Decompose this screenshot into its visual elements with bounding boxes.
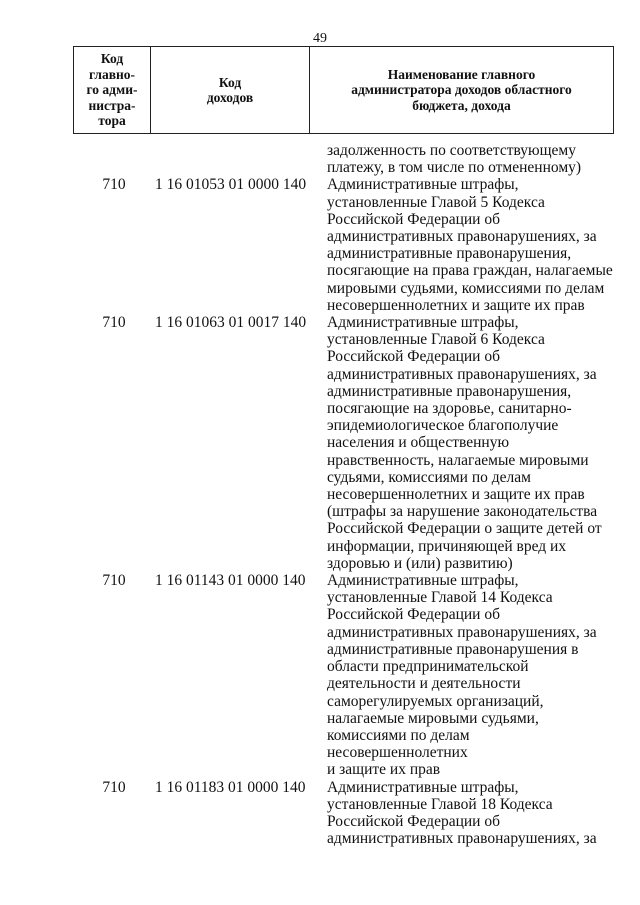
header-revenue-code: Код доходов [151,47,310,133]
revenue-code: 1 16 01143 01 0000 140 [155,572,306,590]
revenue-name: Административные штрафы, установленные Главой 5 Кодекса Российской Федерации об административных правонарушениях, за административные правонарушения, посягающие на права граждан, налагаемые мировыми судьями, комиссиями по делам несовершеннолетних и защите их прав [327,176,613,314]
page-number: 49 [313,31,327,46]
revenue-name: Административные штрафы, установленные Главой 14 Кодекса Российской Федерации об административных правонарушениях, за административные правонарушения в области предпринимательской деятельности и деятельности саморегулируемых организаций, налагаемые мировыми судьями, комиссиями по делам несовершеннолетних и защите их прав [327,572,597,779]
table-row [73,779,614,848]
table-row [73,314,614,572]
revenue-code: 1 16 01053 01 0000 140 [155,176,307,194]
continuation-text: задолженность по соответствующему платежу, в том числе по отмененному) [327,142,582,177]
admin-code: 710 [102,778,126,796]
table-row [73,572,614,778]
table-row [73,176,614,314]
header-admin-code: Код главно- го адми- нистра- тора [74,47,151,133]
revenue-code: 1 16 01183 01 0000 140 [155,778,306,796]
admin-code: 710 [102,314,126,332]
table-header [73,46,614,134]
admin-code: 710 [102,572,126,590]
revenue-table [73,46,614,847]
revenue-name: Административные штрафы, установленные Главой 18 Кодекса Российской Федерации об административных правонарушениях, за [327,778,597,848]
header-name: Наименование главного администратора доходов областного бюджета, дохода [351,66,572,113]
revenue-code: 1 16 01063 01 0017 140 [155,314,307,332]
admin-code: 710 [102,176,126,194]
revenue-name: Административные штрафы, установленные Главой 6 Кодекса Российской Федерации об административных правонарушениях, за административные правонарушения, посягающие на здоровье, санитарно- эпидемиологическое благополучие населения и общественную нравственность, налагаемые мировыми судьями, комиссиями по делам несовершеннолетних и защите их прав (штрафы за нарушение законодательства Российской Федерации о защите детей от информации, причиняющей вред их здоровью и (или) развитию) [327,314,602,572]
